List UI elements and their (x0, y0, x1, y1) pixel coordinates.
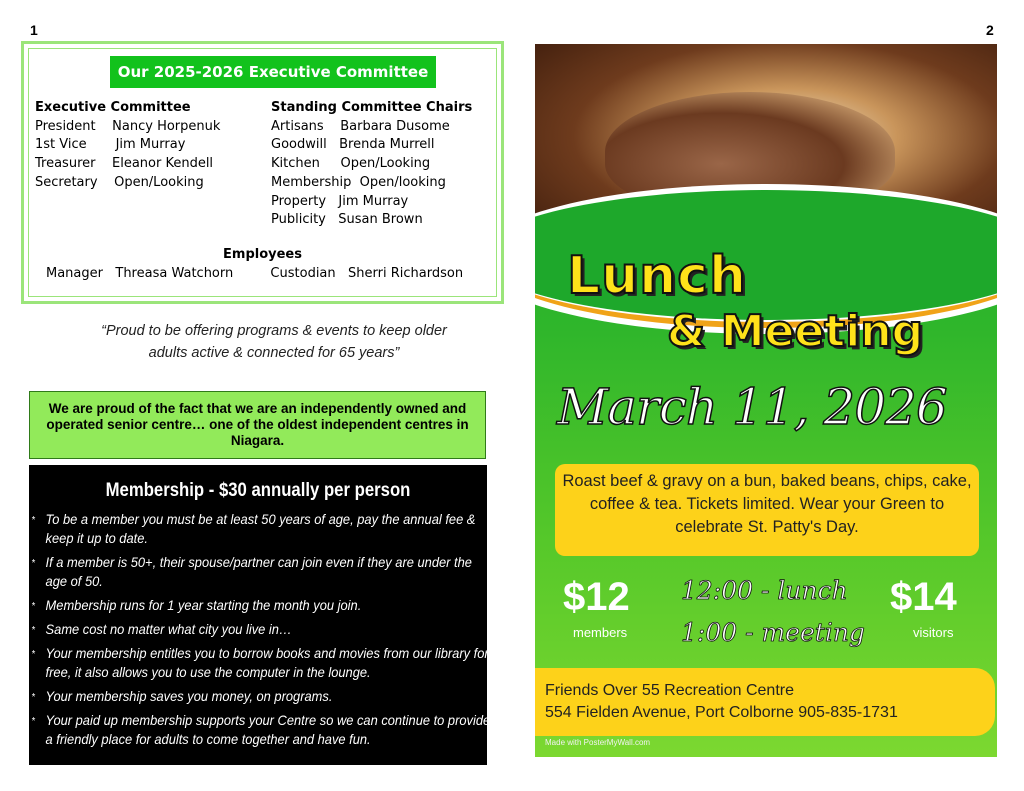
poster-menu: Roast beef & gravy on a bun, baked beans, chips, cake, coffee & tea. Tickets limited. Wear your Green to celebrate St. Patty's Day. (555, 464, 979, 556)
time-lunch: 12:00 - lunch (681, 576, 848, 605)
membership-box (29, 465, 491, 765)
bullet-icon: * (31, 692, 36, 703)
time-meeting: 1:00 - meeting (681, 618, 865, 647)
bullet-icon: * (31, 716, 36, 727)
membership-rule: * Same cost no matter what city you live in… (29, 620, 496, 639)
venue-info (535, 668, 995, 736)
venue-name: Friends Over 55 Recreation Centre (545, 682, 794, 699)
committee-row: Goodwill Brenda Murrell (271, 137, 435, 153)
bullet-icon: * (31, 625, 36, 636)
committee-row: Property Jim Murray (271, 193, 409, 209)
committee-row: President Nancy Horpenuk (35, 118, 221, 134)
poster-headline-lunch: Lunch (567, 246, 748, 306)
poster-date: March 11, 2026 (557, 378, 947, 436)
committee-row: Secretary Open/Looking (35, 174, 204, 190)
executive-committee-box (21, 41, 504, 304)
page-number-left: 1 (30, 22, 38, 38)
price-visitors: $14 (890, 575, 957, 619)
column-heading: Standing Committee Chairs (271, 100, 473, 115)
membership-rule: * If a member is 50+, their spouse/partner can join even if they are under the age of 50. (31, 554, 472, 589)
bullet-icon: * (31, 515, 36, 526)
committee-row: Publicity Susan Brown (271, 212, 423, 228)
made-with-credit: Made with PosterMyWall.com (545, 738, 651, 747)
membership-rule: * Your paid up membership supports your Centre so we can continue to provide a friendly place for adults to come together and have fun. (31, 712, 491, 747)
page-number-right: 2 (986, 22, 994, 38)
bullet-icon: * (31, 558, 36, 569)
employees-heading: Employees (223, 247, 302, 262)
column-heading: Executive Committee (35, 100, 191, 115)
membership-rule: * Your membership saves you money, on programs. (29, 687, 496, 706)
standing-committee-list (271, 99, 472, 230)
committee-row: Membership Open/looking (271, 174, 446, 190)
price-visitors-label: visitors (913, 625, 954, 640)
executive-committee-list (35, 99, 220, 193)
venue-address: 554 Fielden Avenue, Port Colborne 905-835-1731 (545, 704, 898, 721)
executive-committee-title: Our 2025-2026 Executive Committee (110, 56, 436, 88)
membership-rule: * To be a member you must be at least 50 years of age, pay the annual fee & keep it up to date. (31, 511, 476, 546)
independent-centre-statement: We are proud of the fact that we are an independently owned and operated senior centre… one of the oldest independent centres in Niagara. (29, 391, 486, 459)
committee-row: Treasurer Eleanor Kendell (35, 156, 214, 172)
bullet-icon: * (31, 601, 36, 612)
membership-rule: * Your membership entitles you to borrow books and movies from our library for free, it also allows you to use the computer in the lounge. (31, 645, 489, 680)
committee-row: Kitchen Open/Looking (271, 156, 431, 172)
price-members: $12 (563, 575, 630, 619)
employees-list: Manager Threasa Watchorn Custodian Sherri Richardson (46, 266, 464, 281)
committee-row: 1st Vice Jim Murray (35, 137, 186, 153)
committee-row: Artisans Barbara Dusome (271, 118, 450, 134)
bullet-icon: * (31, 649, 36, 660)
membership-rule: * Membership runs for 1 year starting the month you join. (29, 596, 496, 615)
centre-quote: “Proud to be offering programs & events to keep older adults active & connected for 65 years” (101, 323, 447, 361)
price-members-label: members (573, 625, 628, 640)
lunch-meeting-poster (535, 44, 997, 757)
membership-title: Membership - $30 annually per person (105, 480, 411, 501)
poster-headline-meeting: & Meeting (667, 306, 924, 357)
membership-rules-list (29, 510, 491, 754)
